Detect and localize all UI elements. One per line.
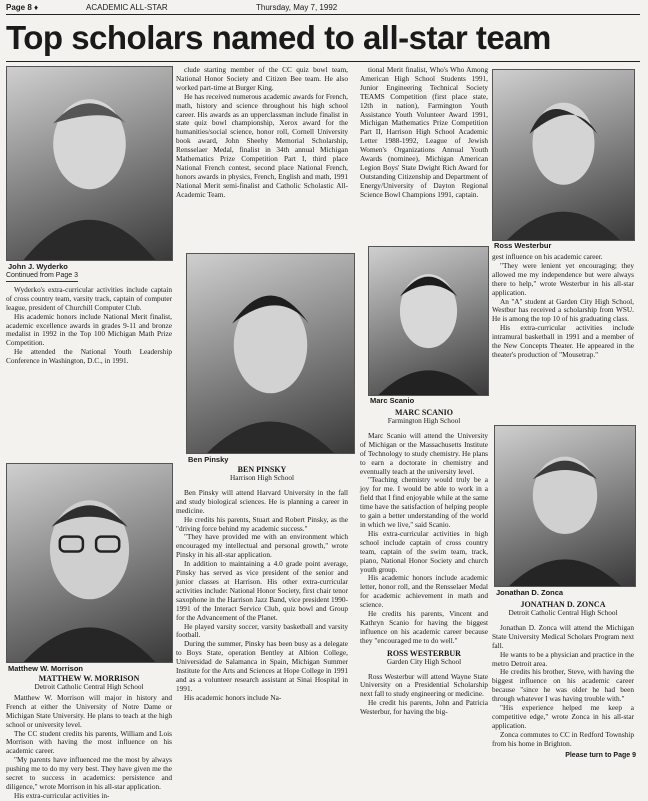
paragraph: He wants to be a physician and practice in the metro Detroit area. [492,649,634,668]
photo-wyderko [6,66,173,261]
paragraph: He attended the National Youth Leadership Conference in Washington, D.C., in 1991. [6,347,172,366]
photo-zonca [494,425,636,587]
student-school: Harrison High School [229,473,295,482]
article-column-1b [6,674,172,800]
paragraph: "My parents have influenced me the most by always pushing me to do my very best. They have given me the secret to success in academics: persistence and diligence," wrote Morrison in his all-star application. [6,755,172,791]
caption-scanio: Marc Scanio [370,396,415,405]
paragraph: His extra-curricular activities in high school include captain of cross country team, captain of the swim team, track, piano, National Honor Society and church youth group. [360,528,488,574]
paragraph: In addition to maintaining a 4.0 grade point average, Pinsky has served as vice president of the senior and junior classes at Harrison. His other extra-curricular activities include: National Honor Society, first chair tenor saxophone in the Harrison Jazz Band, vice president 1990-1991 of the Interact Service Club, quiz bowl and Group for the Advancement of the Planet. [176,559,348,622]
paragraph: "Teaching chemistry would truly be a joy for me. I would be able to work in a field that I find enjoyable while at the same time have the satisfaction of helping people to gain a better understanding of the world in which we live," said Scanio. [360,475,488,529]
student-school: Detroit Catholic Central High School [34,682,144,691]
caption-pinsky: Ben Pinsky [188,455,229,464]
student-name: ROSS WESTERBUR [387,648,461,658]
article-column-3b [360,408,488,760]
caption-wyderko: John J. Wyderko [8,262,68,271]
issue-date: Thursday, May 7, 1992 [256,3,338,12]
article-column-4b [492,600,634,750]
paragraph: His academic honors include Na- [184,692,282,702]
paragraph: He credits his brother, Steve, with having the biggest influence on his academic career because "since he was older he had been through whatever I was having trouble with." [492,667,634,704]
photo-morrison [6,463,173,663]
paragraph: The CC student credits his parents, William and Lois Morrison with having the most influence on his academic career. [6,728,172,756]
paragraph: He has received numerous academic awards for French, math, history and science throughout his high school career. His awards as an upperclassman include finalist in state quiz bowl championship, Xerox award for the humanities/social science, honor roll, Cornell University book award, John Sheehy Memorial Scholarship, Rensselaer Medal, finalist in 34th annual Michigan Mathematics Prize Competition Part I, third place National French contest, second place National French, honors awards in physics, French, English and math, 1991 National Merit semi-finalist and Catholic Scholastic All-Academic Team. [176,91,348,199]
student-name: BEN PINSKY [237,465,287,474]
student-school: Detroit Catholic Central High School [508,608,618,617]
article-column-2b [176,465,348,760]
student-school: Farmington High School [387,416,461,425]
paragraph: He credits his parents, Vincent and Kathryn Scanio for having the biggest influence on his academic career because they "encouraged me to do well." [360,609,488,645]
article-column-2a [176,66,348,248]
headline: Top scholars named to all-star team [6,19,551,56]
paragraph: An "A" student at Garden City High School, Westbur has received a scholarship from WSU. He is among the top 10 of his graduating class. [492,296,634,324]
paragraph: His extra-curricular activities include intramural basketball in 1991 and a member of the New Concepts Theater. He appeared in the theater's production of "Mousetrap." [492,323,634,359]
paragraph: His academic honors include National Merit finalist, academic excellence awards in grades 9-11 and bronze medalist in 1992 in the Top 100 Michigan Math Prize Competition. [6,311,172,348]
continued-from-label: Continued from Page 3 [6,272,78,282]
paragraph: Jonathan D. Zonca will attend the Michigan State University Medical Scholars Program next fall. [492,622,634,650]
paragraph: Ross Westerbur will attend Wayne State University on a Presidential Scholarship next fall to study engineering or medicine. [360,671,488,699]
paragraph: "His experience helped me keep a competitive edge," wrote Zonca in his all-star application. [492,703,634,730]
photo-westerbur [492,69,635,241]
student-name: JONATHAN D. ZONCA [520,600,606,609]
paragraph: He credit his parents, John and Patricia Westerbur, for having the big- [360,698,488,717]
caption-morrison: Matthew W. Morrison [8,664,83,673]
paragraph: tional Merit finalist, Who's Who Among American High School Students 1991, Junior Engineering Technical Society TEAMS Competition (first place state, 12th in nation), Farmington Youth Assistance Youth Volunteer Award 1991, Michigan Mathematics Prize Competition Part II, Harrison High School Academic Letter 1988-1992, League of Jewish Women's Organizations Annual Youth Awards (nominee), Michigan American Legion Boys' State Dwight Rich Award for Outstanding Citizenship and Department of Energy/University of Dayton Regional Science Bowl Champions 1991, captain. [360,65,488,199]
paragraph: Zonca commutes to CC in Redford Township from his home in Brighton. [492,729,634,748]
paragraph: "They were lenient yet encouraging; they allowed me my independence but were always there to help," wrote Westerbur in his all-star application. [492,260,634,297]
headline-rule [6,61,640,62]
paragraph: He credits his parents, Stuart and Robert Pinsky, as the "driving force behind my academic success." [176,514,348,533]
paragraph: "They have provided me with an environment which encouraged my intellectual and personal growth," wrote Pinsky in his all-star application. [176,532,348,560]
article-column-4a [492,253,634,421]
paragraph: clude starting member of the CC quiz bowl team, National Honor Society and Citizen Bee team. He also worked part-time at Burger King. [176,65,348,92]
article-column-1a [6,271,172,460]
student-name: MATTHEW W. MORRISON [38,674,140,683]
student-school: Garden City High School [386,656,462,666]
paragraph: He played varsity soccer, varsity basketball and varsity football. [176,621,348,640]
paragraph: During the summer, Pinsky has been busy as a delegate to Boys State, operation Bentley at Albion College, Universidad de Salamanca in Spain, Michigan Summer Institute for the Arts and Sciences at Hope College in 1991 and as a volunteer research assistant at Sinai Hospital in 1991. [176,639,348,693]
paragraph: His academic honors include academic letter, honor roll, and the Rensselaer Medal for academic achievement in math and science. [360,573,488,610]
student-name: MARC SCANIO [395,408,453,417]
photo-scanio [368,246,489,396]
article-column-3a [360,66,488,242]
paragraph: Wyderko's extra-curricular activities include captain of cross country team, varsity track, captain of computer league, president of Churchill Computer Club. [6,284,172,312]
photo-pinsky [186,253,355,454]
page-number: Page 8 ♦ [6,3,39,12]
paragraph: Matthew W. Morrison will major in history and French at either the University of Notre Dame or Michigan State University. He plans to teach at the high school or university level. [6,692,172,729]
header-rule [6,14,640,15]
continued-on-label: Please turn to Page 9 [565,752,636,759]
section-name: ACADEMIC ALL-STAR [86,3,168,12]
paragraph: gest influence on his academic career. [492,252,603,261]
paragraph: Marc Scanio will attend the University of Michigan or the Massachusetts Institute of Technology to study chemistry. He plans to earn a doctorate in chemistry and eventually teach at the university level. [360,430,488,476]
caption-zonca: Jonathan D. Zonca [496,588,564,597]
paragraph: His extra-curricular activities in- [14,790,110,800]
paragraph: Ben Pinsky will attend Harvard University in the fall and study biological sciences. He is planning a career in medicine. [176,487,348,515]
caption-westerbur: Ross Westerbur [494,241,552,250]
